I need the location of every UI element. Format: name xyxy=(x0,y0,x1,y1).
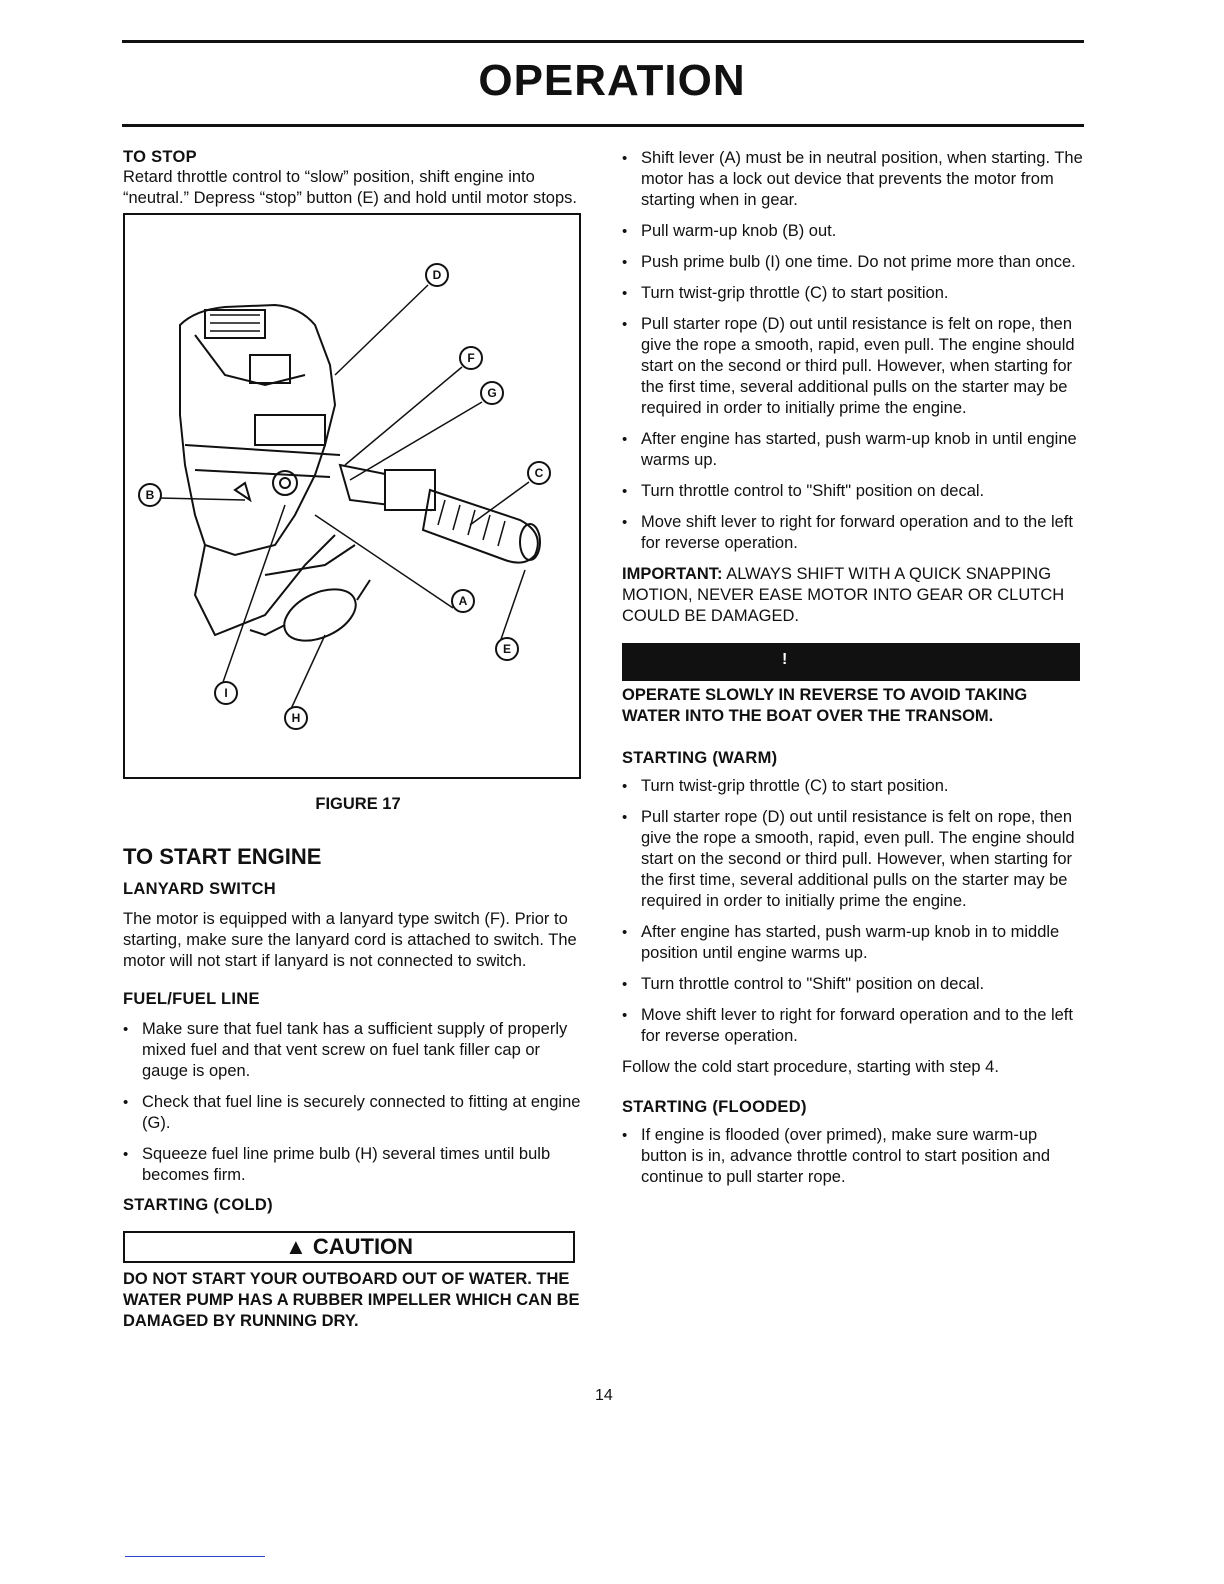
caution-label: CAUTION xyxy=(312,1234,414,1259)
important-text: ALWAYS SHIFT WITH A QUICK SNAPPING MOTION, NEVER EASE MOTOR INTO GEAR OR CLUTCH COULD BE DAMAGED. xyxy=(622,565,1065,625)
footer-line xyxy=(125,1556,265,1557)
cold-item: • Turn throttle control to "Shift" position on decal. xyxy=(622,481,1084,502)
start-engine-heading: TO START ENGINE xyxy=(123,844,322,869)
to-stop-text: Retard throttle control to “slow” position, shift engine into “neutral.” Depress “stop” button (E) and hold until motor stops. xyxy=(123,168,577,207)
cold-item: • Turn twist-grip throttle (C) to start position. xyxy=(622,283,1084,304)
fuel-list xyxy=(123,1019,585,1186)
title-rule xyxy=(122,124,1084,127)
important-note xyxy=(622,564,1084,627)
cold-item: • Pull warm-up knob (B) out. xyxy=(622,221,1084,242)
warning-text: OPERATE SLOWLY IN REVERSE TO AVOID TAKING WATER INTO THE BOAT OVER THE TRANSOM. xyxy=(622,686,1028,725)
fuel-item: • Make sure that fuel tank has a sufficient supply of properly mixed fuel and that vent screw on fuel tank filler cap or gauge is open. xyxy=(123,1019,585,1082)
warm-item: • Turn twist-grip throttle (C) to start position. xyxy=(622,776,1084,797)
important-label: IMPORTANT: xyxy=(622,565,723,583)
warm-item: • Pull starter rope (D) out until resistance is felt on rope, then give the rope a smooth, rapid, even pull. The engine should start on the second or third pull. However, when starting for the first time, several additional pulls on the starter may be required in order to initially prime the engine. xyxy=(622,807,1084,912)
callout-d: D xyxy=(432,268,442,282)
top-rule xyxy=(122,40,1084,43)
fuel-item: • Squeeze fuel line prime bulb (H) several times until bulb becomes firm. xyxy=(123,1144,585,1186)
page-title: OPERATION xyxy=(478,56,746,105)
callout-e: E xyxy=(502,642,512,656)
callout-g: G xyxy=(487,386,497,400)
cold-item: • Pull starter rope (D) out until resistance is felt on rope, then give the rope a smooth, rapid, even pull. The engine should start on the second or third pull. However, when starting for the first time, several additional pulls on the starter may be required in order to initially prime the engine. xyxy=(622,314,1084,419)
figure-caption: FIGURE 17 xyxy=(315,795,401,813)
warm-heading: STARTING (WARM) xyxy=(622,749,778,767)
callout-h: H xyxy=(291,711,301,725)
caution-box xyxy=(123,1231,575,1263)
flooded-item: • If engine is flooded (over primed), make sure warm-up button is in, advance throttle control to start position and continue to pull starter rope. xyxy=(622,1125,1084,1188)
left-column xyxy=(123,148,585,1332)
flooded-heading: STARTING (FLOODED) xyxy=(622,1098,807,1116)
warm-item: • Move shift lever to right for forward operation and to the left for reverse operation. xyxy=(622,1005,1084,1047)
to-stop-heading: TO STOP xyxy=(123,148,197,166)
warm-item: • Turn throttle control to "Shift" position on decal. xyxy=(622,974,1084,995)
callout-i: I xyxy=(224,686,228,700)
warm-item: • After engine has started, push warm-up knob in to middle position until engine warms up. xyxy=(622,922,1084,964)
right-column xyxy=(622,148,1084,1188)
warning-mark: ! xyxy=(782,651,788,668)
warm-start-list xyxy=(622,776,1084,1047)
follow-text: Follow the cold start procedure, starting with step 4. xyxy=(622,1058,999,1076)
callout-f: F xyxy=(467,351,475,365)
cold-item: • Move shift lever to right for forward operation and to the left for reverse operation. xyxy=(622,512,1084,554)
cold-start-list xyxy=(622,148,1084,554)
warning-bar xyxy=(622,643,1080,681)
callout-b: B xyxy=(145,488,155,502)
cold-item: • After engine has started, push warm-up knob in until engine warms up. xyxy=(622,429,1084,471)
lanyard-heading: LANYARD SWITCH xyxy=(123,880,277,898)
callout-c: C xyxy=(534,466,544,480)
flooded-list xyxy=(622,1125,1084,1188)
warning-triangle-icon: ▲ xyxy=(284,1234,307,1259)
page-number: 14 xyxy=(595,1387,613,1404)
figure-17 xyxy=(123,213,581,779)
callout-a: A xyxy=(458,594,468,608)
fuel-heading: FUEL/FUEL LINE xyxy=(123,990,260,1008)
outboard-motor-illustration xyxy=(125,215,579,777)
cold-item: • Shift lever (A) must be in neutral position, when starting. The motor has a lock out device that prevents the motor from starting when in gear. xyxy=(622,148,1084,211)
cold-item: • Push prime bulb (I) one time. Do not prime more than once. xyxy=(622,252,1084,273)
fuel-item: • Check that fuel line is securely connected to fitting at engine (G). xyxy=(123,1092,585,1134)
cold-heading: STARTING (COLD) xyxy=(123,1196,273,1214)
lanyard-text: The motor is equipped with a lanyard type switch (F). Prior to starting, make sure the lanyard cord is attached to switch. The motor will not start if lanyard is not connected to switch. xyxy=(123,910,577,970)
caution-text: DO NOT START YOUR OUTBOARD OUT OF WATER. THE WATER PUMP HAS A RUBBER IMPELLER WHICH CAN BE DAMAGED BY RUNNING DRY. xyxy=(123,1270,580,1330)
